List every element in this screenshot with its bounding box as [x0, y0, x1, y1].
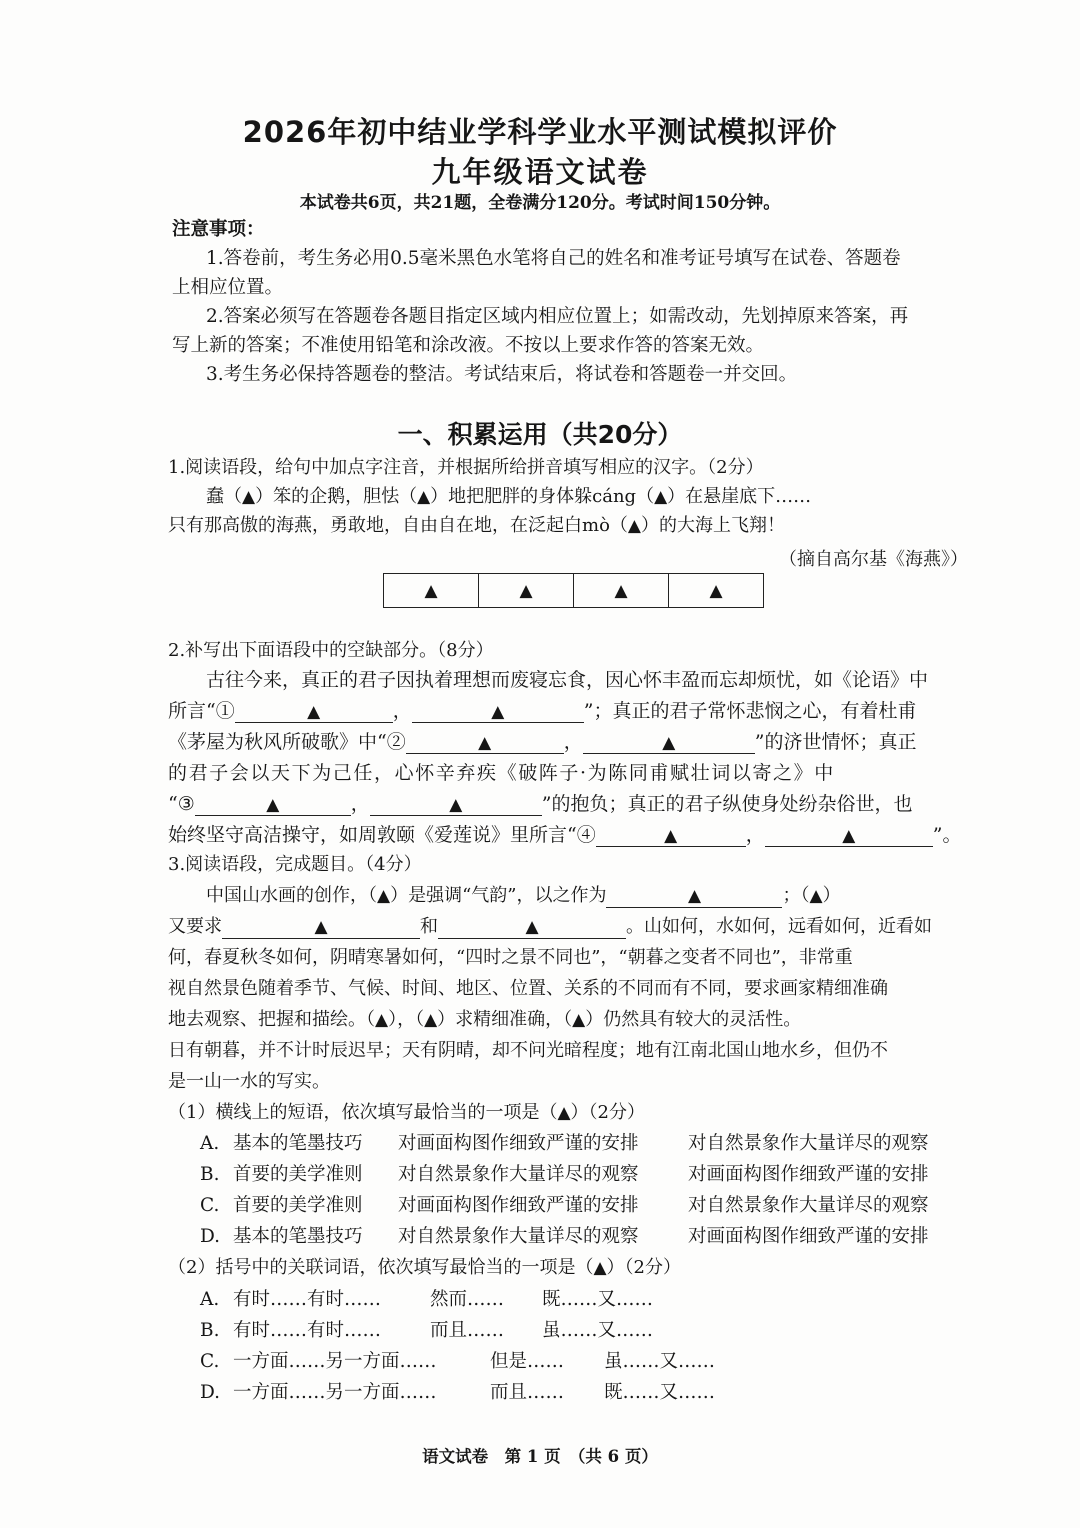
answer-marker: ▲	[572, 1010, 586, 1030]
answer-box-table	[383, 573, 764, 608]
question-2-line-6: 始终坚守高洁操守，如周敦颐《爱莲说》里所言“④ ▲ ， ▲ ”。	[168, 824, 962, 846]
question-3-stem: 3.阅读语段，完成题目。（4分）	[168, 854, 422, 875]
notice-item-2: 2.答案必须写在答题卷各题目指定区域内相应位置上；如需改动，先划掉原来答案，再	[206, 306, 909, 327]
answer-box[interactable]: ▲	[574, 574, 669, 608]
answer-box[interactable]: ▲	[479, 574, 574, 608]
question-3-line-7: 是一山一水的写实。	[168, 1071, 330, 1092]
question-3-line-4: 视自然景色随着季节、气候、时间、地区、位置、关系的不同而有不同，要求画家精细准确	[168, 978, 888, 999]
answer-marker: ▲	[809, 886, 823, 906]
fill-blank[interactable]: ▲	[412, 700, 584, 723]
question-3-line-6: 日有朝暮，并不计时辰迟早；天有阴晴，却不问光暗程度；地有江南北国山地水乡，但仍不	[168, 1040, 888, 1061]
notice-item-1-cont: 上相应位置。	[172, 277, 284, 298]
question-3-line-2: 又要求 ▲ 和 ▲ 。山如何，水如何，远看如何，近看如	[168, 916, 932, 937]
question-1-line-2: 只有那高傲的海燕，勇敢地，自由自在地，在泛起白mò（▲）的大海上飞翔！	[168, 513, 785, 539]
section-title: 一、积累运用（共20分）	[397, 420, 683, 449]
exam-subject-title: 九年级语文试卷	[431, 155, 649, 189]
exam-title: 2026年初中结业学科学业水平测试模拟评价	[242, 115, 838, 149]
answer-marker: ▲	[375, 1010, 389, 1030]
page-footer: 语文试卷 第 1 页 （共 6 页）	[422, 1447, 658, 1466]
fill-blank[interactable]: ▲	[606, 885, 782, 908]
question-2-line-5: “③ ▲ ， ▲ ”的抱负；真正的君子纵使身处纷杂俗世，也	[168, 793, 913, 815]
fill-blank[interactable]: ▲	[370, 793, 542, 816]
answer-marker: ▲	[424, 1010, 438, 1030]
answer-marker: ▲	[627, 516, 641, 536]
question-3-sub-2: （2）括号中的关联词语，依次填写最恰当的一项是（▲）（2分）	[168, 1255, 681, 1281]
question-2-line-3: 《茅屋为秋风所破歌》中“② ▲ ， ▲ ”的济世情怀；真正	[168, 731, 917, 753]
question-2-line-1: 古往今来，真正的君子因执着理想而废寝忘食，因心怀丰盈而忘却烦忧，如《论语》中	[206, 669, 929, 691]
question-2-line-2: 所言“① ▲ ， ▲ ”；真正的君子常怀悲悯之心，有着杜甫	[168, 700, 917, 722]
notice-item-2-cont: 写上新的答案；不准使用铅笔和涂改液。不按以上要求作答的答案无效。	[172, 335, 765, 356]
answer-marker: ▲	[557, 1103, 571, 1123]
question-1-source: （摘自高尔基《海燕》）	[779, 549, 968, 570]
fill-blank[interactable]: ▲	[222, 916, 420, 939]
answer-marker: ▲	[242, 487, 256, 507]
question-3-sub-1: （1）横线上的短语，依次填写最恰当的一项是（▲）（2分）	[168, 1100, 645, 1126]
question-1-line-1: 蠢（▲）笨的企鹅，胆怯（▲）地把肥胖的身体躲cáng（▲）在悬崖底下……	[206, 484, 811, 510]
question-2-stem: 2.补写出下面语段中的空缺部分。（8分）	[168, 640, 494, 661]
fill-blank[interactable]: ▲	[596, 824, 746, 847]
question-1-stem: 1.阅读语段，给句中加点字注音，并根据所给拼音填写相应的汉字。（2分）	[168, 457, 764, 478]
question-3-line-1: 中国山水画的创作，（▲）是强调“气韵”，以之作为 ▲ ；（▲）	[206, 883, 841, 909]
notice-item-3: 3.考生务必保持答题卷的整洁。考试结束后，将试卷和答题卷一并交回。	[206, 364, 798, 385]
fill-blank[interactable]: ▲	[406, 731, 564, 754]
question-3-line-5: 地去观察、把握和描绘。（▲），（▲）求精细准确，（▲）仍然具有较大的灵活性。	[168, 1007, 801, 1033]
answer-box[interactable]: ▲	[384, 574, 479, 608]
answer-marker: ▲	[654, 487, 668, 507]
fill-blank[interactable]: ▲	[765, 824, 933, 847]
exam-page: 2026年初中结业学科学业水平测试模拟评价 九年级语文试卷 本试卷共6页，共21题，全卷满分120分。考试时间150分钟。 注意事项： 1.答卷前，考生务必用0.5毫米黑色水笔将自己的姓名和准考证号填写在试卷、答题卷 上相应位置。 2.答案必须写在答题卷各题目指定区域内相应位置上；如需改动，先划掉原来答案，再 写上新的答案；不准使用铅笔和涂改液。不按以上要求作答的答案无效。 3.考生务必保持答题卷的整洁。考试结束后，将试卷和答题卷一并交回。 一、积累运用（共20分） 1.阅读语段，给句中加点字注音，并根据所给拼音填写相应的汉字。（2分） 蠢（▲）笨的企鹅，胆怯（▲）地把肥胖的身体躲cáng（▲）在悬崖底下…… 只有那高傲的海燕，勇敢地，自由自在地，在泛起白mò（▲）的大海上飞翔！ （摘自高尔基《海燕》） ▲ ▲ ▲ ▲ 2.补写出下面语段中的空缺部分。（8分） 古往今来，真正的君子因执着理想而废寝忘食，因心怀丰盈而忘却烦忧，如《论语》中 所言“① ▲ ， ▲ ”；真正的君子常怀悲悯之心，有着杜甫 《茅屋为秋风所破歌》中“② ▲ ， ▲ ”的济世情怀；真正 的君子会以天下为己任，心怀辛弃疾《破阵子·为陈同甫赋壮词以寄之》中 “③ ▲ ， ▲ ”的抱负；真正的君子纵使身处纷杂俗世，也 始终坚守高洁操守，如周敦颐《爱莲说》里所言“④ ▲ ， ▲ ”。 3.阅读语段，完成题目。（4分） 中国山水画的创作，（▲）是强调“气韵”，以之作为 ▲ ；（▲） 又要求 ▲ 和 ▲ 。山如何，水如何，远看如何，近看如 何，春夏秋冬如何，阴晴寒暑如何，“四时之景不同也”，“朝暮之变者不同也”，非常重 视自然景色随着季节、气候、时间、地区、位置、关系的不同而有不同，要求画家精细准确 地去观察、把握和描绘。（▲），（▲）求精细准确，（▲）仍然具有较大的灵活性。 日有朝暮，并不计时辰迟早；天有阴晴，却不问光暗程度；地有江南北国山地水乡，但仍不 是一山一水的写实。 （1）横线上的短语，依次填写最恰当的一项是（▲）（2分） A. 基本的笔墨技巧 对画面构图作细致严谨的安排 对自然景象作大量详尽的观察 B. 首要的美学准则 对自然景象作大量详尽的观察 对画面构图作细致严谨的安排 C. 首要的美学准则 对画面构图作细致严谨的安排 对自然景象作大量详尽的观察 D. 基本的笔墨技巧 对自然景象作大量详尽的观察 对画面构图作细致严谨的安排 （2）括号中的关联词语，依次填写最恰当的一项是（▲）（2分） A. 有时……有时…… 然而…… 既……又…… B. 有时……有时…… 而且…… 虽……又…… C. 一方面……另一方面…… 但是…… 虽……又…… D. 一方面……另一方面…… 而且…… 既……又…… 语文试卷 第 1 页 （共 6 页）	[0, 0, 1080, 1528]
question-2-line-4: 的君子会以天下为己任，心怀辛弃疾《破阵子·为陈同甫赋壮词以寄之》中	[168, 762, 835, 784]
fill-blank[interactable]: ▲	[438, 916, 626, 939]
answer-marker: ▲	[377, 886, 391, 906]
answer-box[interactable]: ▲	[669, 574, 764, 608]
exam-info: 本试卷共6页，共21题，全卷满分120分。考试时间150分钟。	[299, 193, 781, 213]
notice-heading: 注意事项：	[172, 219, 265, 240]
answer-marker: ▲	[417, 487, 431, 507]
notice-item-1: 1.答卷前，考生务必用0.5毫米黑色水笔将自己的姓名和准考证号填写在试卷、答题卷	[206, 248, 901, 269]
fill-blank[interactable]: ▲	[195, 793, 351, 816]
fill-blank[interactable]: ▲	[235, 700, 393, 723]
answer-marker: ▲	[593, 1258, 607, 1278]
question-3-line-3: 何，春夏秋冬如何，阴晴寒暑如何，“四时之景不同也”，“朝暮之变者不同也”，非常重	[168, 947, 853, 968]
fill-blank[interactable]: ▲	[583, 731, 755, 754]
